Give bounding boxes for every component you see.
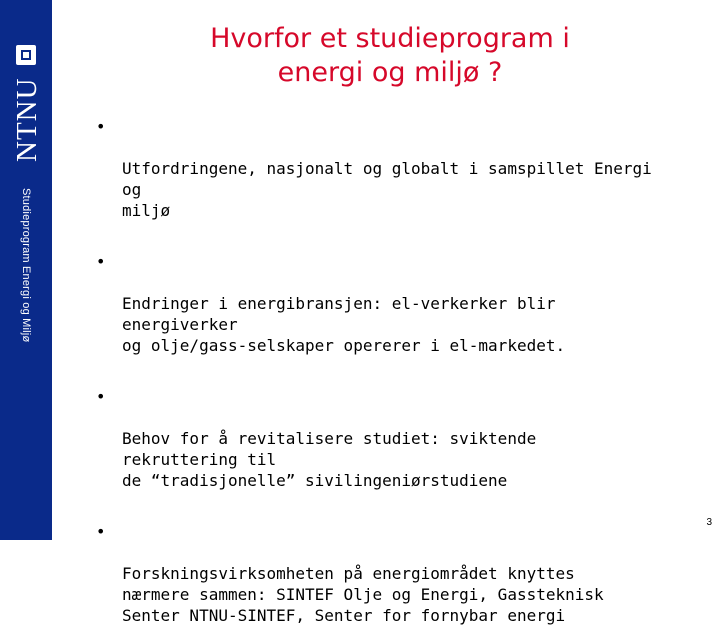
bullet-icon: •: [96, 387, 106, 406]
bullet-icon: •: [96, 252, 106, 271]
svg-text:NTNU: NTNU: [11, 77, 43, 162]
bullet-text: Forskningsvirksomheten på energiområdet knyttes nærmere sammen: SINTEF Olje og Energi, Gassteknisk Senter NTNU-SINTEF, Senter for fornybar energi: [122, 564, 604, 625]
bullet-item: [96, 521, 656, 626]
bullet-item: [96, 251, 656, 356]
bullet-text: Behov for å revitalisere studiet: sviktende rekruttering til de “tradisjonelle” sivilingeniørstudiene: [122, 429, 537, 490]
bullet-item: [96, 116, 656, 221]
bullet-item: [96, 386, 656, 491]
bullet-text: Endringer i energibransjen: el-verkerker blir energiverker og olje/gass-selskaper opererer i el-markedet.: [122, 294, 566, 355]
bullet-text: Utfordringene, nasjonalt og globalt i samspillet Energi og miljø: [122, 159, 652, 220]
slide-title: Hvorfor et studieprogram i energi og miljø ?: [210, 23, 570, 88]
bullet-icon: •: [96, 522, 106, 541]
bullet-icon: •: [96, 117, 106, 136]
bullet-list: [96, 116, 656, 626]
sidebar: [0, 0, 52, 540]
page-number: 3: [706, 517, 712, 528]
program-name-vertical: Studieprogram Energi og Miljø: [20, 188, 32, 343]
ntnu-logo-icon: [14, 43, 38, 67]
ntnu-wordmark: [4, 70, 48, 166]
